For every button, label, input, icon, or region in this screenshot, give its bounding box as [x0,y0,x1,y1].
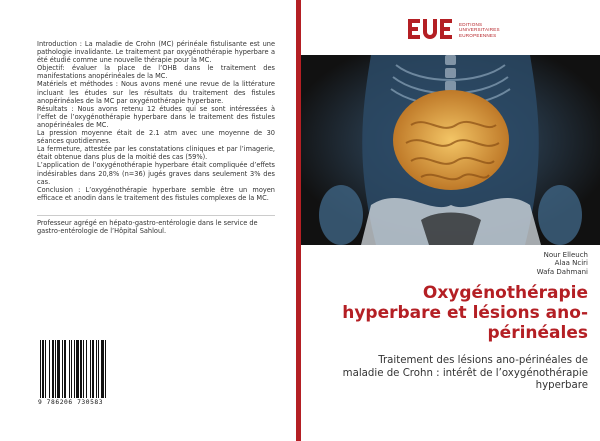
barcode-bar [101,340,104,398]
divider [37,215,275,216]
publisher-line: EDITIONS [459,22,483,27]
barcode-digits: 9 786206 730583 [38,399,104,406]
author-bio: Professeur agrégé en hépato-gastro-entérologie dans le service de gastro-entérologie de l’Hôpital Sahloul. [37,219,258,236]
barcode-bar [64,340,66,398]
publisher-logo-mark [407,16,457,42]
abdomen-xray-image [301,55,600,245]
author-name: Nour Elleuch [543,251,588,259]
barcode-bars [38,340,134,398]
book-subtitle: Traitement des lésions ano-périnéales de maladie de Crohn : intérêt de l’oxygénothérapie hyperbare [342,355,588,392]
barcode-bar [40,340,41,398]
barcode-bar [92,340,94,398]
cover-illustration [301,55,600,245]
barcode-bar [42,340,44,398]
author-name: Alaa Nciri [554,259,588,268]
barcode-bar [83,340,84,398]
barcode-bar [71,340,72,398]
barcode-bar [57,340,60,398]
barcode-bar [55,340,56,398]
eue-logo-icon [407,16,457,42]
barcode-bar [52,340,54,398]
barcode-bar [49,340,50,398]
author-name: Wafa Dahmani [536,267,588,276]
publisher-line: EUROPEENNES [459,32,497,38]
barcode-bar [69,340,70,398]
barcode-bar [90,340,91,398]
book-title: Oxygénothérapie hyperbare et lésions ano-périnéales [342,283,588,343]
author-list [537,251,588,276]
barcode-bar [105,340,106,398]
barcode-bar [98,340,99,398]
barcode-bar [74,340,75,398]
front-cover [301,0,600,441]
barcode-bar [45,340,46,398]
barcode-bar [86,340,87,398]
barcode-bar [62,340,63,398]
publisher-logo [407,16,507,46]
back-cover-summary: Introduction : La maladie de Crohn (MC) périnéale fistulisante est une pathologie invalidante. Le traitement par oxygénothérapie hyperbare a été étudié comme une nouvelle thérapie pour la MC. Objectif: évaluer la place de l’OHB dans le traitement des manifestations anopérinéales de la MC. Matériels et méthodes : Nous avons mené une revue de la littérature incluant les études sur les résultats du traitement des fistules anopérinéales de la MC par oxygénothérapie hyperbare. Résultats : Nous avons retenu 12 études qui se sont intéressées à l’effet de l’oxygénothérapie hyperbare dans le traitement des fistules anopérinéales de MC. La pression moyenne était de 2.1 atm avec une moyenne de 30 séances quotidiennes. La fermeture, attestée par les constatations cliniques et par l’imagerie, était obtenue dans plus de la moitié des cas (59%). L’application de l’oxygénothérapie hyperbare était compliquée d’effets indésirables dans 20,8% (n=36) jugés graves dans seulement 3% des cas. Conclusion : L’oxygénothérapie hyperbare semble être un moyen efficace et anodin dans le traitement des fistules complexes de la MC. [37,40,275,202]
back-cover [28,0,296,441]
barcode [38,340,136,410]
publisher-name [459,22,500,38]
publisher-line: UNIVERSITAIRES [459,27,500,33]
barcode-bar [96,340,97,398]
barcode-bar [76,340,79,398]
barcode-bar [80,340,82,398]
